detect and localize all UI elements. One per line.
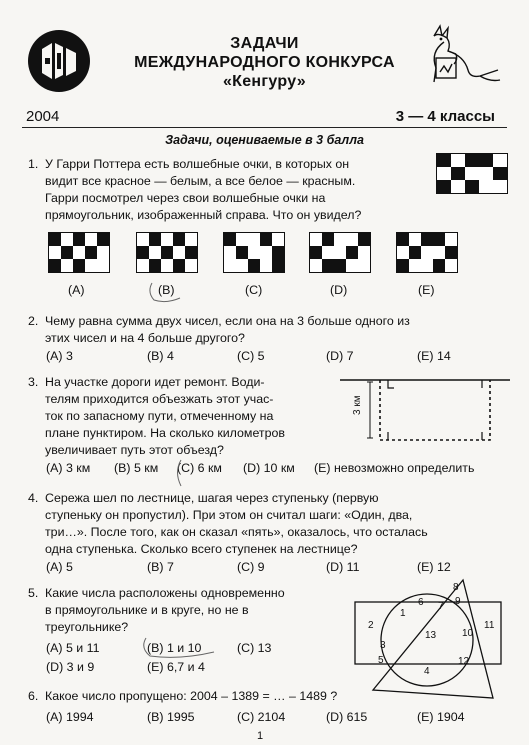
q2-option-e[interactable]: (E) 14 — [417, 349, 451, 363]
text-line: Гарри посмотрел через свои волшебные очки на — [45, 191, 326, 205]
answer-pattern-e[interactable] — [396, 232, 458, 273]
option-b[interactable]: (B) — [158, 283, 175, 297]
answer-pattern-d[interactable] — [309, 232, 371, 273]
answer-pattern-a[interactable] — [48, 232, 110, 273]
title-line-3: «Кенгуру» — [222, 73, 307, 90]
question-number: 6. — [28, 689, 39, 703]
q5-option-a[interactable]: (A) 5 и 11 — [46, 641, 100, 655]
reference-pattern — [436, 153, 508, 194]
answer-pattern-c[interactable] — [223, 232, 285, 273]
page-number: 1 — [257, 730, 264, 742]
title-line-1: ЗАДАЧИ — [230, 35, 299, 52]
text-line: три…». После того, как он сказал «пять», оказалось, что осталась — [45, 525, 428, 539]
text-line: плане пунктиром. На сколько километров — [45, 426, 285, 440]
figure-number-6: 6 — [418, 597, 424, 608]
question-number: 2. — [28, 314, 39, 328]
q5-option-c[interactable]: (C) 13 — [237, 641, 272, 655]
text-line: Сережа шел по лестнице, шагая через ступеньку (первую — [45, 491, 379, 505]
q3-option-d[interactable]: (D) 10 км — [243, 461, 295, 475]
option-c[interactable]: (C) — [245, 283, 263, 297]
q3-option-c[interactable]: (C) 6 км — [177, 461, 222, 475]
question-number: 4. — [28, 491, 39, 505]
figure-number-5: 5 — [378, 655, 384, 666]
text-line: Чему равна сумма двух чисел, если она на 3 больше одного из — [45, 314, 410, 328]
question-1-text — [28, 156, 435, 224]
figure-number-11: 11 — [484, 620, 495, 631]
q4-option-a[interactable]: (A) 5 — [46, 560, 73, 574]
option-e[interactable]: (E) — [418, 283, 435, 297]
question-number: 1. — [28, 157, 39, 171]
text-line: одна ступенька. Сколько всего ступенек на лестнице? — [45, 542, 358, 556]
q4-option-e[interactable]: (E) 12 — [417, 560, 451, 574]
text-line: Какие числа расположены одновременно — [45, 586, 285, 600]
q4-option-b[interactable]: (B) 7 — [147, 560, 174, 574]
option-a[interactable]: (A) — [68, 283, 85, 297]
q3-option-e[interactable]: (E) невозможно определить — [314, 461, 475, 475]
q3-option-a[interactable]: (A) 3 км — [46, 461, 91, 475]
figure-number-12: 12 — [458, 656, 470, 667]
figure-number-8: 8 — [453, 582, 459, 593]
q3-option-b[interactable]: (B) 5 км — [114, 461, 159, 475]
section-heading: Задачи, оцениваемые в 3 балла — [165, 133, 364, 147]
venn-figure — [353, 578, 505, 704]
text-line: ступеньку он пропустил). При этом он считал шаги: «Один, два, — [45, 508, 413, 522]
q5-option-e[interactable]: (E) 6,7 и 4 — [147, 660, 205, 674]
pencil-mark — [146, 278, 188, 307]
question-3-text — [28, 374, 345, 459]
pencil-mark — [140, 634, 220, 663]
header-divider — [22, 127, 507, 128]
text-line: этих чисел и на 4 больше другого? — [45, 331, 245, 345]
option-d[interactable]: (D) — [330, 283, 348, 297]
figure-number-3: 3 — [380, 640, 386, 651]
q6-option-e[interactable]: (E) 1904 — [417, 710, 465, 724]
text-line: У Гарри Поттера есть волшебные очки, в которых он — [45, 157, 350, 171]
text-line: телям приходится объезжать этот учас- — [45, 392, 274, 406]
text-line: видит все красное — белым, а все белое — красным. — [45, 174, 356, 188]
q2-option-a[interactable]: (A) 3 — [46, 349, 73, 363]
q2-option-b[interactable]: (B) 4 — [147, 349, 174, 363]
text-line: увеличивает путь этот объезд? — [45, 443, 224, 457]
figure-number-1: 1 — [400, 608, 406, 619]
figure-number-13: 13 — [425, 630, 437, 641]
distance-label: 3 км — [352, 395, 363, 415]
figure-number-9: 9 — [455, 596, 461, 607]
figure-number-10: 10 — [462, 628, 474, 639]
road-detour-figure — [340, 372, 510, 452]
question-5-text — [28, 585, 345, 636]
q5-option-b[interactable]: (B) 1 и 10 — [147, 641, 202, 655]
kangaroo-illustration — [420, 24, 504, 86]
q6-option-a[interactable]: (A) 1994 — [46, 710, 94, 724]
q2-option-c[interactable]: (C) 5 — [237, 349, 265, 363]
text-line: треугольнике? — [45, 620, 129, 634]
text-line: Какое число пропущено: 2004 – 1389 = … – 1489 ? — [45, 689, 338, 703]
q4-option-c[interactable]: (C) 9 — [237, 560, 265, 574]
q6-option-d[interactable]: (D) 615 — [326, 710, 368, 724]
q4-option-d[interactable]: (D) 11 — [326, 560, 360, 574]
q6-option-b[interactable]: (B) 1995 — [147, 710, 195, 724]
text-line: ток по запасному пути, отмеченному на — [45, 409, 274, 423]
question-2-text — [28, 313, 515, 347]
text-line: в прямоугольнике и в круге, но не в — [45, 603, 249, 617]
classes-label: 3 — 4 классы — [395, 108, 495, 125]
pencil-mark — [171, 456, 209, 493]
question-4-text — [28, 490, 515, 558]
answer-pattern-b[interactable] — [136, 232, 198, 273]
text-line: На участке дороги идет ремонт. Води- — [45, 375, 265, 389]
year: 2004 — [26, 108, 60, 125]
q2-option-d[interactable]: (D) 7 — [326, 349, 354, 363]
question-number: 5. — [28, 586, 39, 600]
figure-number-7: 7 — [438, 601, 444, 612]
question-number: 3. — [28, 375, 39, 389]
q6-option-c[interactable]: (C) 2104 — [237, 710, 286, 724]
q5-option-d[interactable]: (D) 3 и 9 — [46, 660, 95, 674]
figure-number-4: 4 — [424, 666, 430, 677]
figure-number-2: 2 — [368, 620, 374, 631]
text-line: прямоугольник, изображенный справа. Что он увидел? — [45, 208, 362, 222]
title-line-2: МЕЖДУНАРОДНОГО КОНКУРСА — [134, 54, 395, 71]
question-6-text — [28, 688, 485, 705]
